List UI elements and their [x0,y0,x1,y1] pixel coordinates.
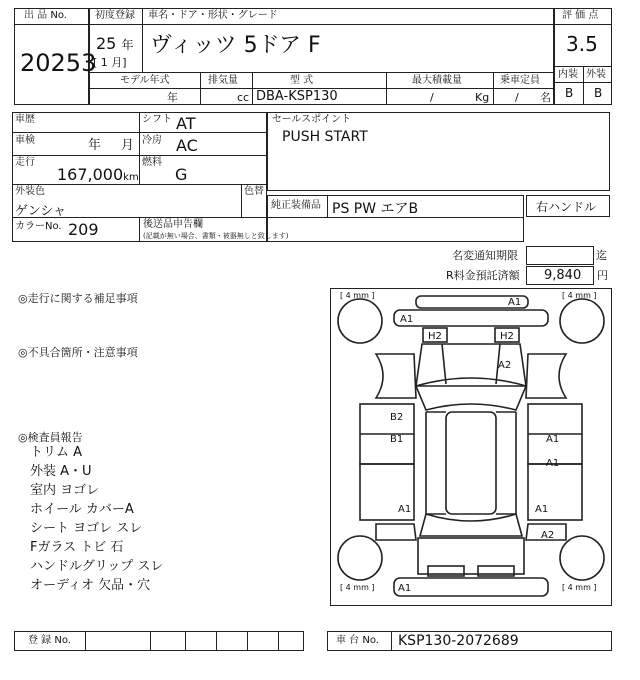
fuel-label: 燃料 [142,157,162,168]
mark-headlight-left: H2 [428,331,442,342]
model-code-label: 型 式 [290,75,314,86]
inspector-line: オーディオ 欠品・穴 [30,578,151,593]
sales-point-label: セールスポイント [272,114,352,125]
defect-notes-title: ◎不具合箇所・注意事項 [18,346,138,359]
reg-year-value: 25 [96,34,117,53]
displacement-label: 排気量 [208,75,238,86]
color-label: 外装色 [15,186,45,197]
mark-front-bumper: A1 [508,297,522,308]
name-change-deadline-label: 名変通知期限 [452,249,518,262]
driving-notes-title: ◎走行に関する補足事項 [18,292,138,305]
mark-left-rear-quarter: A1 [398,504,412,515]
interior-grade-label: 内装 [558,69,578,80]
ac-value: AC [176,136,198,155]
mark-right-front-door: A1 [546,434,560,445]
mark-right-rear-quarter-upper: A1 [535,504,549,515]
color-no-value: 209 [68,220,99,239]
exterior-grade-value: B [594,86,603,100]
first-registration-label: 初度登録 [95,10,135,21]
inspector-line: ホイール カバーA [30,502,134,517]
mileage-label: 走行 [15,157,35,168]
name-change-deadline-box [526,246,594,265]
max-load-unit: Kg [475,91,490,104]
shift-value: AT [176,114,196,133]
model-year-label: モデル年式 [120,75,170,86]
chassis-number-label: 車 台 No. [336,635,379,646]
inspection-month-unit: 月 [121,138,135,153]
color-no-label: カラーNo. [15,221,62,232]
tire-depth-top-left: [ 4 mm ] [340,291,375,300]
color-value: ゲンシャ [15,204,67,219]
capacity-unit: 名 [540,91,551,104]
registration-number-label: 登 録 No. [28,635,71,646]
first-registration-month: [ 1 月] [93,56,127,69]
mark-front-grille: A1 [400,314,414,325]
score-label: 評 価 点 [562,10,599,21]
inspector-line: 外装 A・U [30,464,92,479]
inspector-line: 室内 ヨゴレ [30,483,100,498]
mark-left-front-door: B1 [390,434,404,445]
reg-year-unit: 年 [121,38,134,52]
tire-depth-top-right: [ 4 mm ] [562,291,597,300]
sales-point-value: PUSH START [282,129,368,145]
first-registration-year [96,34,133,53]
car-damage-diagram [330,288,612,606]
equipment-value: PS PW エアB [332,201,419,217]
steering-value: 右ハンドル [536,200,597,214]
inspector-line: Fガラス トビ 石 [30,540,124,555]
mark-hood: A2 [498,360,512,371]
score-value: 3.5 [566,32,598,56]
name-change-unit: 迄 [596,249,607,262]
tire-depth-bottom-right: [ 4 mm ] [562,583,597,592]
model-year-unit: 年 [167,91,178,104]
inspector-line: シート ヨゴレ スレ [30,521,143,536]
aftermarket-note: (記載が無い場合、書類・被器無しと致します) [143,232,289,240]
capacity-label: 乗車定員 [500,75,540,86]
lot-number: 20253 [20,49,97,77]
mark-headlight-right: H2 [500,331,514,342]
car-name-label: 車名・ドア・形状・グレード [148,10,278,21]
mileage [57,165,139,184]
recycle-fee-label: R料金預託済額 [446,269,520,282]
aftermarket-label: 後送品申告欄 [143,219,203,230]
lot-number-label: 出 品 No. [24,10,67,21]
max-load-slash: / [430,91,434,104]
interior-grade-value: B [565,86,574,100]
car-name: ヴィッツ 5ドア F [150,33,321,58]
color-change-label: 色替 [244,186,264,197]
fuel-value: G [175,165,188,184]
inspection-label: 車検 [15,135,35,146]
max-load-label: 最大積載量 [412,75,462,86]
model-code: DBA-KSP130 [256,89,338,104]
mark-rear-bumper: A1 [398,583,412,594]
recycle-fee-value: 9,840 [544,268,582,283]
mark-left-fender: B2 [390,412,404,423]
shift-label: シフト [142,114,172,125]
mileage-unit: km [123,172,139,183]
recycle-fee-unit: 円 [597,269,608,282]
inspector-report-title: ◎検査員報告 [18,431,83,444]
mileage-value: 167,000 [57,165,124,184]
mark-right-rear-quarter-lower: A2 [541,530,555,541]
inspection-year-unit: 年 [88,138,102,153]
history-label: 車歴 [15,114,35,125]
tire-depth-bottom-left: [ 4 mm ] [340,583,375,592]
exterior-grade-label: 外装 [586,69,606,80]
ac-label: 冷房 [142,135,162,146]
chassis-number: KSP130-2072689 [398,633,519,649]
inspector-line: ハンドルグリップ スレ [30,559,164,574]
mark-right-rear-door: A1 [546,458,560,469]
inspector-line: トリム A [30,445,83,460]
capacity-slash: / [515,91,519,104]
equipment-label: 純正装備品 [271,200,321,211]
displacement-unit: cc [237,91,250,104]
